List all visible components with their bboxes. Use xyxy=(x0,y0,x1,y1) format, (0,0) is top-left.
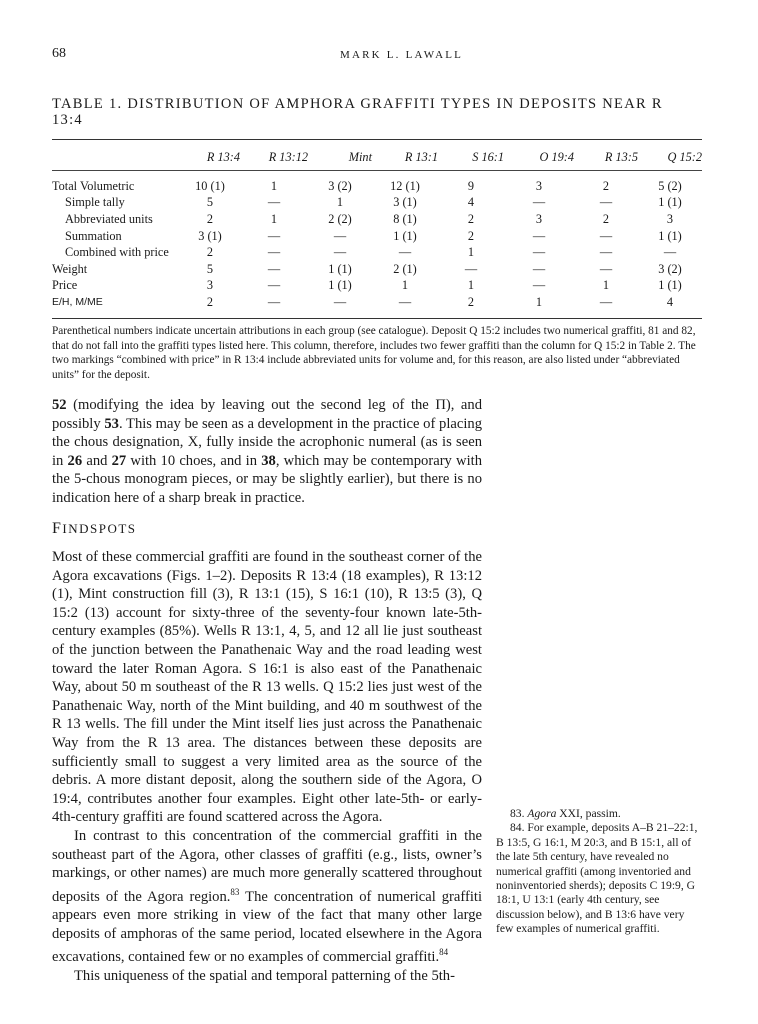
column-header: Mint xyxy=(348,149,372,164)
table-cell: — xyxy=(333,245,347,260)
table-cell: — xyxy=(599,261,613,276)
table-cell: — xyxy=(532,195,546,210)
body-paragraph-2: Most of these commercial graffiti are found in the southeast corner of the Agora excavations (Figs. 1–2). Deposits R 13:4 (18 examples), R 13:12 (1), Mint construction fill (3), R 13:1 (15), S 16:1 (10), R 13:5 (3), Q 15:2 (13) account for sixty-three of the seventy-four known late-5th-century examples (85%). Wells R 13:1, 4, 5, and 12 all lie just southeast of the junction between the Panathenaic Way and the road leading west toward the later Roman Agora. S 16:1 is also east of the Panathenaic Way, about 50 m southeast of the R 13 wells. Q 15:2 lies just west of the Panathenaic Way, north of the Mint building, and 40 m southwest of the R 13 wells. The fill under the Mint itself lies just across the Panathenaic Way from the R 13 area. The distances between these deposits are sufficiently small to suggest a very limited area as the source of the debris. A more distant deposit, along the southern side of the Agora, O 19:4, contributes another four examples. Eight other late-5th- or early-4th-century graffiti are found scattered across the Agora. xyxy=(52,549,482,826)
table-cell: — xyxy=(267,195,281,210)
table-cell: 1 xyxy=(336,195,344,210)
table-cell: 1 xyxy=(467,278,475,293)
table-cell: 12 (1) xyxy=(390,178,420,193)
table-cell: 1 (1) xyxy=(658,228,682,243)
column-header: Q 15:2 xyxy=(667,149,702,164)
table-cell: 3 xyxy=(206,278,214,293)
table-row xyxy=(52,195,702,212)
table-cell: 1 xyxy=(270,178,278,193)
table-cell: 5 (2) xyxy=(658,178,682,193)
table-cell: 5 xyxy=(206,261,214,276)
table-row xyxy=(52,178,702,195)
row-label: E/H, M/ME xyxy=(52,296,103,309)
table-cell: — xyxy=(464,261,478,276)
table-cell: 3 xyxy=(666,211,674,226)
table-cell: — xyxy=(532,278,546,293)
distribution-table xyxy=(52,146,702,311)
table-cell: 10 (1) xyxy=(195,178,225,193)
table-body xyxy=(52,168,702,311)
page-number: 68 xyxy=(52,46,66,61)
catalogue-ref: 27 xyxy=(111,452,127,469)
table-cell: 5 xyxy=(206,195,214,210)
table-row xyxy=(52,278,702,295)
table-note-text: Parenthetical numbers indicate uncertain attributions in each group (see catalogue). Deposit Q 15:2 includes two numerical graffiti, 81 and 82, that do not fall into the graffiti types listed here. This column, therefore, includes two fewer graffiti than the column for Q 15:2 in Table 2. The two markings “combined with price” in R 13:4 include abbreviated units for volume and, for this reason, are also listed under “abbreviated units” for the deposit. xyxy=(52,325,696,381)
column-header: S 16:1 xyxy=(472,149,504,164)
table-cell: 2 xyxy=(206,245,214,260)
row-label: Total Volumetric xyxy=(52,178,135,193)
table-header-row xyxy=(52,146,702,168)
body-text-main xyxy=(52,548,482,985)
row-label: Price xyxy=(52,278,78,293)
table-row xyxy=(52,261,702,278)
table-cell: 2 xyxy=(467,211,475,226)
table-cell: 1 xyxy=(602,278,610,293)
table-cell: — xyxy=(532,228,546,243)
table-cell: — xyxy=(398,294,412,309)
table-cell: 2 (2) xyxy=(328,211,352,226)
row-label: Weight xyxy=(52,261,88,276)
section-heading: FINDSPOTS xyxy=(52,520,137,537)
table-cell: 2 xyxy=(206,211,214,226)
table-row xyxy=(52,294,702,311)
catalogue-ref: 52 xyxy=(52,397,67,413)
table-cell: 3 xyxy=(535,178,543,193)
table-cell: — xyxy=(267,294,281,309)
table-cell: 3 xyxy=(535,211,543,226)
table-cell: — xyxy=(267,261,281,276)
table-cell: — xyxy=(267,228,281,243)
footnote-83: 83. Agora XXI, passim. xyxy=(510,807,621,820)
table-top-rule xyxy=(52,139,702,140)
table-cell: 2 xyxy=(206,294,214,309)
column-header: R 13:1 xyxy=(404,149,438,164)
row-label: Simple tally xyxy=(65,195,125,210)
catalogue-ref: 38 xyxy=(261,452,276,469)
table-cell: 1 (1) xyxy=(658,278,682,293)
table-cell: 3 (1) xyxy=(393,195,417,210)
table-cell: 1 (1) xyxy=(328,261,352,276)
column-header: O 19:4 xyxy=(539,149,574,164)
table-cell: 1 xyxy=(270,211,278,226)
table-cell: 3 (2) xyxy=(328,178,352,193)
column-header: R 13:5 xyxy=(604,149,638,164)
table-cell: 1 xyxy=(535,294,543,309)
table-row xyxy=(52,211,702,228)
table-cell: — xyxy=(398,245,412,260)
column-header: R 13:4 xyxy=(206,149,240,164)
table-cell: 2 xyxy=(602,178,610,193)
body-paragraph-4: This uniqueness of the spatial and temporal patterning of the 5th- xyxy=(74,967,455,984)
catalogue-ref: 53 xyxy=(104,415,119,432)
table-row xyxy=(52,244,702,261)
table-cell: 3 (2) xyxy=(658,261,682,276)
table-cell: 1 xyxy=(401,278,409,293)
table-note xyxy=(52,324,704,382)
table-cell: — xyxy=(599,228,613,243)
footnote-84: 84. For example, deposits A–B 21–22:1, B 13:5, G 16:1, M 20:3, and B 15:1, all of the late 5th century, have revealed no numerical graffiti (among inventoried and noninventoried sherds); deposits C 19:9, G 18:1, U 13:1 (early 4th century, see discussion below), and B 13:6 have very few examples of numerical graffiti. xyxy=(496,821,698,936)
row-label: Combined with price xyxy=(65,245,169,260)
row-label: Abbreviated units xyxy=(65,211,153,226)
table-cell: 8 (1) xyxy=(393,211,417,226)
footnote-ref[interactable]: 83 xyxy=(230,886,240,897)
footnotes xyxy=(496,807,702,937)
body-paragraph-1: 52 (modifying the idea by leaving out the second leg of the Π), and possibly 53. This may be seen as a development in the practice of placing the chous designation, X, fully inside the acrophonic numeral (as is seen in 26 and 27 with 10 choes, and in 38, which may be contemporary with the 5-chous monogram pieces, or may be slightly earlier), but there is no indication here of a sharp break in practice. xyxy=(52,397,482,506)
table-cell: — xyxy=(599,294,613,309)
table-cell: 2 (1) xyxy=(393,261,417,276)
table-cell: 9 xyxy=(467,178,475,193)
footnote-ref[interactable]: 84 xyxy=(439,947,449,958)
table-cell: — xyxy=(532,261,546,276)
table-cell: 1 (1) xyxy=(328,278,352,293)
table-cell: — xyxy=(599,195,613,210)
running-head: MARK L. LAWALL xyxy=(340,49,464,61)
table-cell: — xyxy=(599,245,613,260)
body-paragraph-3: In contrast to this concentration of the commercial graffiti in the southeast part of the Agora, other classes of graffiti (e.g., lists, owner’s markings, or other names) are much more generally scattered throughout deposits of the Agora region.$^{83}$ The concentration of numerical graffiti appears even more striking in view of the fact that many other large deposits of amphoras of the same period, located elsewhere in the Agora excavations, contained few or no examples of commercial graffiti.$^{84}$ xyxy=(52,827,483,966)
table-cell: 3 (1) xyxy=(198,228,222,243)
table-cell: 4 xyxy=(467,195,475,210)
table-cell: 2 xyxy=(467,228,475,243)
column-header: R 13:12 xyxy=(268,149,308,164)
table-cell: 4 xyxy=(666,294,674,309)
table-cell: 2 xyxy=(467,294,475,309)
table-bottom-rule xyxy=(52,318,702,319)
table-cell: — xyxy=(663,245,677,260)
table-cell: 1 (1) xyxy=(658,195,682,210)
table-cell: — xyxy=(333,294,347,309)
table-cell: 2 xyxy=(602,211,610,226)
table-cell: 1 (1) xyxy=(393,228,417,243)
table-cell: 1 xyxy=(467,245,475,260)
table-row xyxy=(52,228,702,245)
table-title: TABLE 1. DISTRIBUTION OF AMPHORA GRAFFITI TYPES IN DEPOSITS NEAR R 13:4 xyxy=(52,96,663,128)
table-cell: — xyxy=(333,228,347,243)
table-cell: — xyxy=(267,278,281,293)
table-cell: — xyxy=(267,245,281,260)
table-cell: — xyxy=(532,245,546,260)
catalogue-ref: 26 xyxy=(67,452,83,469)
row-label: Summation xyxy=(65,228,122,243)
